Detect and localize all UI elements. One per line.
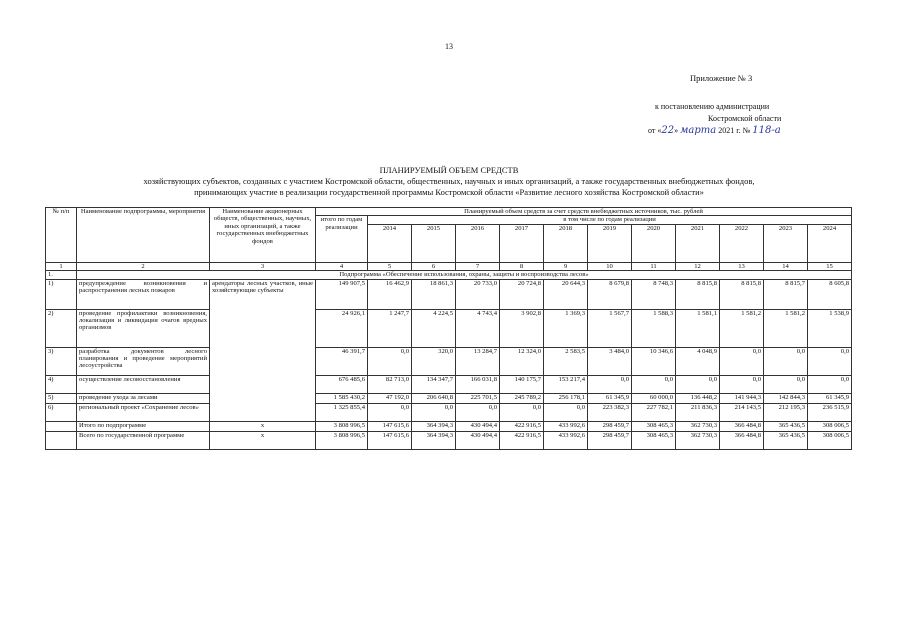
row-value: 134 347,7 xyxy=(412,375,456,393)
planned-funding-table xyxy=(45,207,852,450)
row-value: 223 382,3 xyxy=(588,403,632,421)
row-name: предупреждение возникновения и распространения лесных пожаров xyxy=(77,279,210,309)
row-value: 1 369,3 xyxy=(544,309,588,347)
header-year: 2016 xyxy=(456,224,500,262)
row-value: 211 836,3 xyxy=(676,403,720,421)
total-num xyxy=(46,431,77,449)
total-value: 308 006,5 xyxy=(808,421,852,431)
row-value: 1 581,2 xyxy=(720,309,764,347)
row-value: 214 143,5 xyxy=(720,403,764,421)
row-value: 1 588,3 xyxy=(632,309,676,347)
column-number: 3 xyxy=(210,262,316,270)
date-day-handwritten: 22 xyxy=(661,125,675,136)
column-number-row xyxy=(46,262,852,270)
decree-number-handwritten: 118-а xyxy=(752,125,781,136)
total-value: 362 730,3 xyxy=(676,421,720,431)
row-name: разработка документов лесного планирования и проведение мероприятий лесоустройства xyxy=(77,347,210,375)
document-subtitle-line-1: хозяйствующих субъектов, созданных с участием Костромской области, общественных, научных и иных организаций, а также государственных внебюджетных фондов, xyxy=(143,176,755,186)
total-value: 147 615,6 xyxy=(368,421,412,431)
date-prefix: от « xyxy=(648,126,662,135)
row-value: 153 217,4 xyxy=(544,375,588,393)
row-value: 136 448,2 xyxy=(676,393,720,403)
row-num: 2) xyxy=(46,309,77,347)
total-value: 365 436,5 xyxy=(764,421,808,431)
row-value: 12 324,0 xyxy=(500,347,544,375)
subprogram-row xyxy=(46,271,852,279)
total-name: Всего по государственной программе xyxy=(77,431,210,449)
column-number: 9 xyxy=(544,262,588,270)
row-value: 8 815,8 xyxy=(676,279,720,309)
row-value: 0,0 xyxy=(676,375,720,393)
row-value: 1 325 855,4 xyxy=(316,403,368,421)
row-value: 0,0 xyxy=(412,403,456,421)
row-value: 0,0 xyxy=(808,347,852,375)
row-value: 4 224,5 xyxy=(412,309,456,347)
header-year: 2014 xyxy=(368,224,412,262)
row-value: 16 462,9 xyxy=(368,279,412,309)
header-name: Наименование подпрограммы, мероприятия xyxy=(77,208,210,263)
column-number: 2 xyxy=(77,262,210,270)
row-value: 0,0 xyxy=(368,347,412,375)
subprogram-num: 1. xyxy=(46,271,77,279)
row-value: 2 583,5 xyxy=(544,347,588,375)
row-value: 1 581,2 xyxy=(764,309,808,347)
row-value: 1 581,1 xyxy=(676,309,720,347)
total-value: 365 436,5 xyxy=(764,431,808,449)
row-num: 3) xyxy=(46,347,77,375)
row-value: 0,0 xyxy=(764,375,808,393)
column-number: 15 xyxy=(808,262,852,270)
row-value: 227 782,1 xyxy=(632,403,676,421)
date-month-handwritten: марта xyxy=(680,125,717,136)
header-year: 2015 xyxy=(412,224,456,262)
total-value: 430 494,4 xyxy=(456,421,500,431)
decree-region: Костромской области xyxy=(708,114,782,123)
row-value: 1 538,9 xyxy=(808,309,852,347)
row-value: 1 585 430,2 xyxy=(316,393,368,403)
column-number: 7 xyxy=(456,262,500,270)
header-year: 2019 xyxy=(588,224,632,262)
total-row xyxy=(46,421,852,431)
total-value: 308 465,3 xyxy=(632,421,676,431)
total-value: 3 808 996,5 xyxy=(316,421,368,431)
row-value: 8 605,8 xyxy=(808,279,852,309)
total-value: 298 459,7 xyxy=(588,431,632,449)
row-value: 0,0 xyxy=(368,403,412,421)
row-num: 1) xyxy=(46,279,77,309)
row-value: 8 679,8 xyxy=(588,279,632,309)
row-value: 1 247,7 xyxy=(368,309,412,347)
row-value: 236 515,9 xyxy=(808,403,852,421)
row-value: 8 815,8 xyxy=(720,279,764,309)
total-name: Итого по подпрограмме xyxy=(77,421,210,431)
row-value: 60 000,0 xyxy=(632,393,676,403)
total-value: 422 916,5 xyxy=(500,431,544,449)
row-value: 8 815,7 xyxy=(764,279,808,309)
header-row-1 xyxy=(46,208,852,216)
row-org: арендаторы лесных участков, иные хозяйствующие субъекты xyxy=(210,279,316,421)
total-value: 364 394,3 xyxy=(412,431,456,449)
row-value: 46 391,7 xyxy=(316,347,368,375)
column-number: 10 xyxy=(588,262,632,270)
subprogram-label: Подпрограмма «Обеспечение использования, охраны, защиты и воспроизводства лесов» xyxy=(77,271,852,279)
row-value: 0,0 xyxy=(720,375,764,393)
column-number: 5 xyxy=(368,262,412,270)
row-value: 20 644,3 xyxy=(544,279,588,309)
decree-reference: к постановлению администрации xyxy=(655,102,770,111)
header-year: 2017 xyxy=(500,224,544,262)
table-row xyxy=(46,393,852,403)
total-value: 147 615,6 xyxy=(368,431,412,449)
row-value: 320,0 xyxy=(412,347,456,375)
total-value: 433 992,6 xyxy=(544,431,588,449)
total-value: 3 808 996,5 xyxy=(316,431,368,449)
row-value: 0,0 xyxy=(808,375,852,393)
date-year: 2021 г. № xyxy=(716,126,753,135)
row-num: 6) xyxy=(46,403,77,421)
row-value: 0,0 xyxy=(588,375,632,393)
row-value: 206 640,8 xyxy=(412,393,456,403)
total-value: 308 006,5 xyxy=(808,431,852,449)
row-name: региональный проект «Сохранение лесов» xyxy=(77,403,210,421)
total-value: 308 465,3 xyxy=(632,431,676,449)
row-num: 5) xyxy=(46,393,77,403)
total-row xyxy=(46,431,852,449)
row-value: 20 724,8 xyxy=(500,279,544,309)
column-number: 13 xyxy=(720,262,764,270)
row-value: 0,0 xyxy=(544,403,588,421)
row-value: 10 346,6 xyxy=(632,347,676,375)
row-value: 61 345,9 xyxy=(588,393,632,403)
header-num: № п/п xyxy=(46,208,77,263)
appendix-title: Приложение № 3 xyxy=(690,73,753,83)
table-row xyxy=(46,375,852,393)
row-value: 4 743,4 xyxy=(456,309,500,347)
column-number: 12 xyxy=(676,262,720,270)
row-name: проведение профилактики возникновения, локализация и ликвидация очагов вредных организмов xyxy=(77,309,210,347)
row-name: осуществление лесовосстановления xyxy=(77,375,210,393)
row-value: 140 175,7 xyxy=(500,375,544,393)
row-value: 13 284,7 xyxy=(456,347,500,375)
total-value: 422 916,5 xyxy=(500,421,544,431)
row-value: 0,0 xyxy=(456,403,500,421)
row-value: 166 031,8 xyxy=(456,375,500,393)
row-value: 0,0 xyxy=(632,375,676,393)
row-value: 142 844,3 xyxy=(764,393,808,403)
row-value: 245 789,2 xyxy=(500,393,544,403)
row-value: 225 701,5 xyxy=(456,393,500,403)
header-by-year: в том числе по годам реализации xyxy=(368,216,852,224)
row-value: 82 713,0 xyxy=(368,375,412,393)
table-row xyxy=(46,309,852,347)
document-title: ПЛАНИРУЕМЫЙ ОБЪЕМ СРЕДСТВ xyxy=(379,165,519,175)
row-num: 4) xyxy=(46,375,77,393)
total-num xyxy=(46,421,77,431)
table-row xyxy=(46,403,852,421)
decree-date xyxy=(648,125,781,136)
table-row xyxy=(46,279,852,309)
header-year: 2024 xyxy=(808,224,852,262)
row-value: 4 048,9 xyxy=(676,347,720,375)
total-value: 433 992,6 xyxy=(544,421,588,431)
column-number: 1 xyxy=(46,262,77,270)
total-value: 364 394,3 xyxy=(412,421,456,431)
row-value: 676 485,6 xyxy=(316,375,368,393)
header-year: 2020 xyxy=(632,224,676,262)
row-value: 0,0 xyxy=(500,403,544,421)
header-total: итого по годам реализации xyxy=(316,216,368,262)
total-org: x xyxy=(210,431,316,449)
column-number: 6 xyxy=(412,262,456,270)
total-value: 366 484,8 xyxy=(720,421,764,431)
row-value: 3 484,0 xyxy=(588,347,632,375)
header-org: Наименование акционерных обществ, общественных, научных, иных организаций, а также государственных внебюджетных фондов xyxy=(210,208,316,263)
total-value: 298 459,7 xyxy=(588,421,632,431)
header-year: 2018 xyxy=(544,224,588,262)
total-value: 430 494,4 xyxy=(456,431,500,449)
row-value: 3 902,8 xyxy=(500,309,544,347)
table-row xyxy=(46,347,852,375)
header-year: 2022 xyxy=(720,224,764,262)
header-year: 2021 xyxy=(676,224,720,262)
row-value: 18 861,3 xyxy=(412,279,456,309)
document-subtitle-line-2: принимающих участие в реализации государственной программы Костромской области «Развитие лесного хозяйства Костромской области» xyxy=(194,187,704,197)
column-number: 11 xyxy=(632,262,676,270)
total-value: 362 730,3 xyxy=(676,431,720,449)
header-planned: Планируемый объем средств за счет средств внебюджетных источников, тыс. рублей xyxy=(316,208,852,216)
row-value: 47 192,0 xyxy=(368,393,412,403)
total-org: x xyxy=(210,421,316,431)
column-number: 4 xyxy=(316,262,368,270)
row-value: 149 907,5 xyxy=(316,279,368,309)
row-value: 0,0 xyxy=(764,347,808,375)
row-value: 0,0 xyxy=(720,347,764,375)
row-value: 141 944,3 xyxy=(720,393,764,403)
row-value: 24 926,1 xyxy=(316,309,368,347)
row-value: 8 748,3 xyxy=(632,279,676,309)
row-value: 1 567,7 xyxy=(588,309,632,347)
column-number: 14 xyxy=(764,262,808,270)
header-year: 2023 xyxy=(764,224,808,262)
row-value: 212 195,3 xyxy=(764,403,808,421)
row-value: 256 178,1 xyxy=(544,393,588,403)
row-value: 61 345,9 xyxy=(808,393,852,403)
date-sep: » xyxy=(674,126,681,135)
row-value: 20 733,0 xyxy=(456,279,500,309)
page-number: 13 xyxy=(445,42,453,51)
total-value: 366 484,8 xyxy=(720,431,764,449)
row-name: проведение ухода за лесами xyxy=(77,393,210,403)
column-number: 8 xyxy=(500,262,544,270)
